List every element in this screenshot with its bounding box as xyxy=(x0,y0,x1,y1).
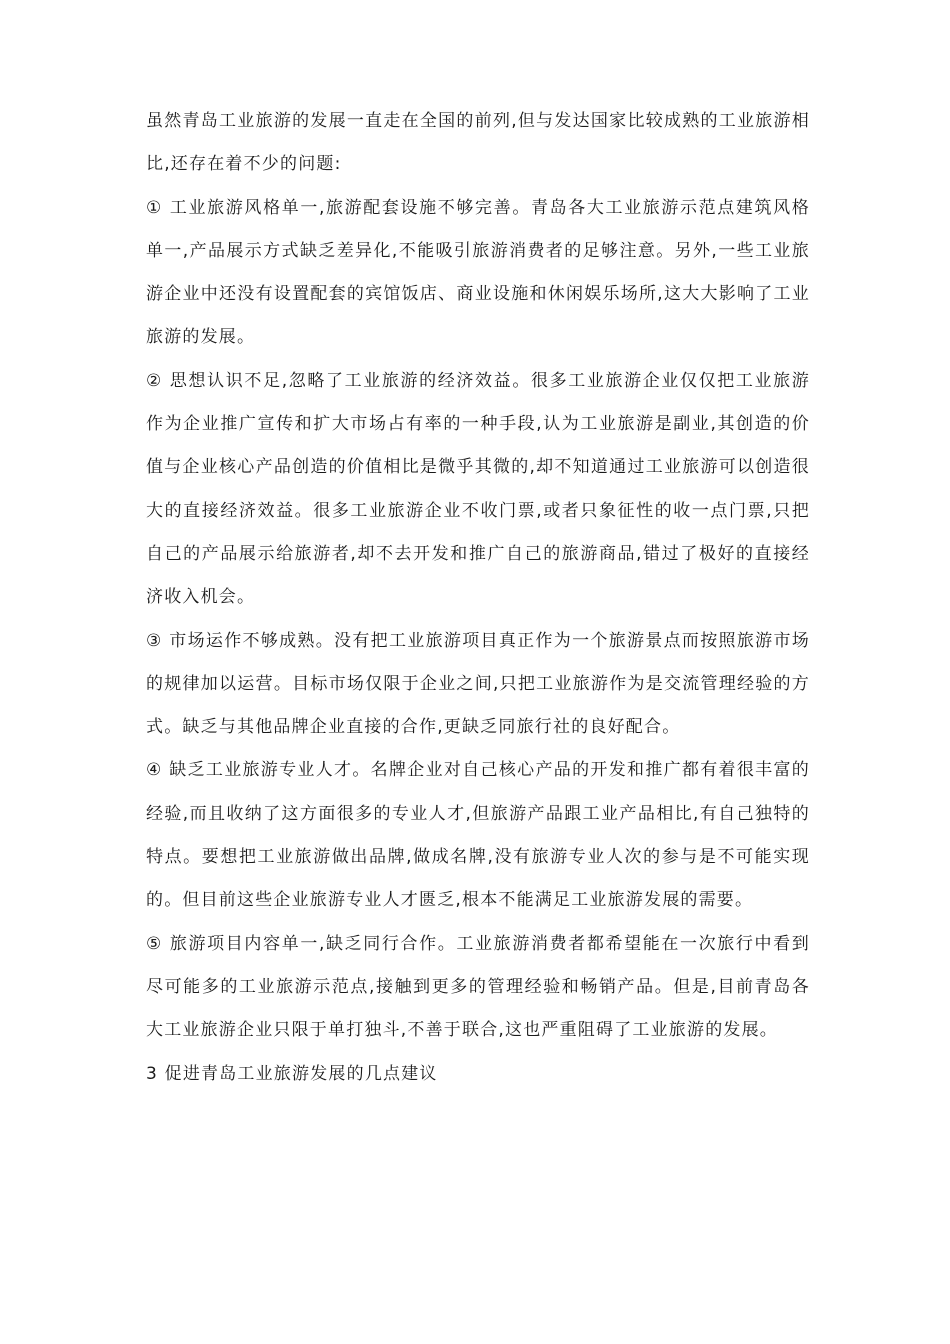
problem-paragraph-2: ② 思想认识不足,忽略了工业旅游的经济效益。很多工业旅游企业仅仅把工业旅游作为企业推广宣传和扩大市场占有率的一种手段,认为工业旅游是副业,其创造的价值与企业核心产品创造的价值相比是微乎其微的,却不知道通过工业旅游可以创造很大的直接经济效益。很多工业旅游企业不收门票,或者只象征性的收一点门票,只把自己的产品展示给旅游者,却不去开发和推广自己的旅游商品,错过了极好的直接经济收入机会。 xyxy=(146,370,810,608)
section-heading: 3 促进青岛工业旅游发展的几点建议 xyxy=(146,1063,438,1084)
problem-paragraph-4: ④ 缺乏工业旅游专业人才。名牌企业对自己核心产品的开发和推广都有着很丰富的经验,而且收纳了这方面很多的专业人才,但旅游产品跟工业产品相比,有自己独特的特点。要想把工业旅游做出品牌,做成名牌,没有旅游专业人次的参与是不可能实现的。但目前这些企业旅游专业人才匮乏,根本不能满足工业旅游发展的需要。 xyxy=(146,760,810,911)
problem-paragraph-5: ⑤ 旅游项目内容单一,缺乏同行合作。工业旅游消费者都希望能在一次旅行中看到尽可能多的工业旅游示范点,接触到更多的管理经验和畅销产品。但是,目前青岛各大工业旅游企业只限于单打独斗,不善于联合,这也严重阻碍了工业旅游的发展。 xyxy=(146,933,810,1041)
document-body xyxy=(146,100,810,1096)
problem-paragraph-3: ③ 市场运作不够成熟。没有把工业旅游项目真正作为一个旅游景点而按照旅游市场的规律加以运营。目标市场仅限于企业之间,只把工业旅游作为是交流管理经验的方式。缺乏与其他品牌企业直接的合作,更缺乏同旅行社的良好配合。 xyxy=(146,630,810,738)
intro-paragraph: 虽然青岛工业旅游的发展一直走在全国的前列,但与发达国家比较成熟的工业旅游相比,还存在着不少的问题: xyxy=(146,111,810,175)
problem-paragraph-1: ① 工业旅游风格单一,旅游配套设施不够完善。青岛各大工业旅游示范点建筑风格单一,产品展示方式缺乏差异化,不能吸引旅游消费者的足够注意。另外,一些工业旅游企业中还没有设置配套的宾馆饭店、商业设施和休闲娱乐场所,这大大影响了工业旅游的发展。 xyxy=(146,197,810,348)
